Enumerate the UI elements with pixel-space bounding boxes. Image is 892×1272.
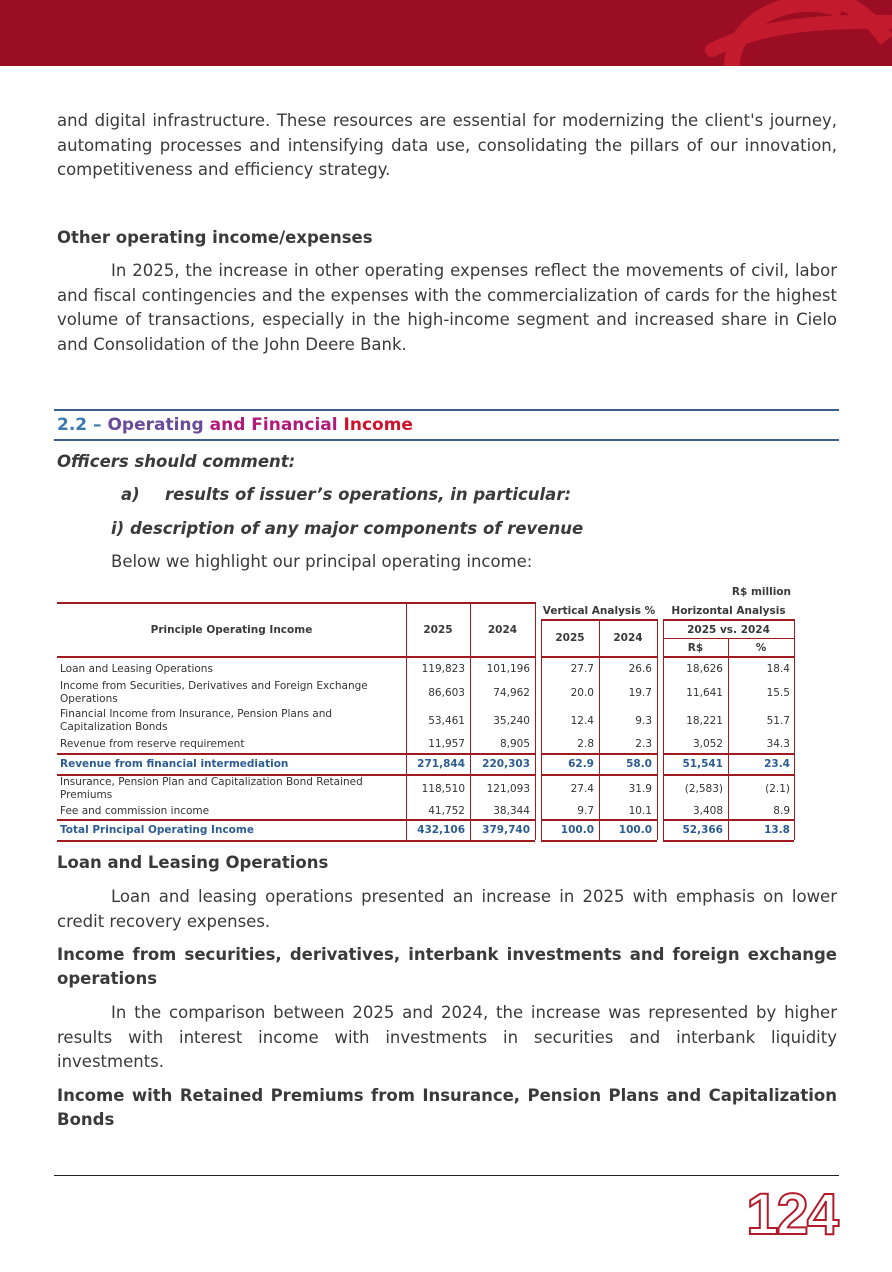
row-rule [541, 819, 657, 821]
table-row [57, 820, 795, 840]
section-top-rule [54, 409, 839, 411]
section-word-3: Income [343, 415, 413, 435]
cell-label: Total Principal Operating Income [60, 823, 254, 836]
cell-hpct: 23.4 [764, 757, 790, 770]
cell-hpct: 8.9 [773, 805, 790, 817]
col-horizontal-analysis: Horizontal Analysis [671, 605, 786, 617]
cell-v2024: 74,962 [493, 686, 530, 699]
table-row [57, 679, 795, 707]
cell-va25: 27.7 [570, 662, 594, 675]
cell-va24: 10.1 [628, 805, 652, 817]
col-vertical-2025: 2025 [555, 632, 585, 644]
col-comparison: 2025 vs. 2024 [687, 624, 770, 636]
cell-label: Revenue from financial intermediation [60, 757, 289, 770]
cell-v2024: 8,905 [499, 738, 530, 750]
cell-hpct: 15.5 [766, 686, 790, 699]
cell-hrs: 18,626 [686, 662, 723, 675]
cell-va25: 100.0 [560, 823, 594, 836]
cell-v2025: 118,510 [421, 782, 465, 795]
cell-hpct: 34.3 [766, 738, 790, 750]
cell-v2025: 41,752 [428, 805, 465, 817]
cell-hrs: (2,583) [684, 782, 723, 795]
securities-paragraph: In the comparison between 2025 and 2024, the increase was represented by higher results with interest income with investments in securities and interbank liquidity investments. [57, 1003, 837, 1071]
cell-va25: 12.4 [570, 714, 594, 727]
cell-hrs: 11,641 [686, 686, 723, 699]
col-horizontal-pct: % [755, 642, 767, 654]
cell-v2025: 271,844 [417, 757, 465, 770]
cell-label: Fee and commission income [60, 805, 210, 817]
cell-v2024: 379,740 [482, 823, 530, 836]
loan-heading: Loan and Leasing Operations [57, 853, 329, 872]
cell-va24: 31.9 [628, 782, 652, 795]
row-rule [57, 840, 535, 842]
brand-logo-icon [672, 0, 892, 66]
col-2025: 2025 [423, 624, 453, 636]
col-vertical-analysis: Vertical Analysis % [542, 605, 656, 617]
cell-v2025: 86,603 [428, 686, 465, 699]
table-row [57, 735, 795, 754]
premiums-heading: Income with Retained Premiums from Insurance, Pension Plans and Capitalization Bonds [57, 1086, 837, 1129]
cell-va24: 2.3 [635, 738, 652, 750]
table-row [57, 775, 795, 803]
cell-v2024: 38,344 [493, 805, 530, 817]
cell-va24: 100.0 [618, 823, 652, 836]
cell-hrs: 18,221 [686, 714, 723, 727]
intro-paragraph: and digital infrastructure. These resources are essential for modernizing the client's journey, automating processes and intensifying data use, consolidating the pillars of our innovation, competitiveness and efficiency strategy. [57, 111, 837, 179]
row-rule [663, 840, 794, 842]
col-horizontal-rs: R$ [687, 642, 704, 654]
section-word-2: and Financial [209, 415, 338, 435]
section-title [57, 413, 413, 437]
col-vertical-2024: 2024 [613, 632, 643, 644]
item-a-label: a) [121, 485, 140, 504]
officers-comment: Officers should comment: [57, 452, 296, 471]
cell-v2025: 432,106 [417, 823, 465, 836]
table-row [57, 754, 795, 774]
cell-va25: 2.8 [577, 738, 594, 750]
item-a-text: results of issuer’s operations, in particular: [165, 485, 572, 504]
row-rule [57, 819, 535, 821]
cell-v2024: 220,303 [482, 757, 530, 770]
row-rule [57, 753, 535, 755]
section-bottom-rule [54, 439, 839, 441]
cell-hrs: 3,408 [692, 805, 723, 817]
cell-hpct: 13.8 [764, 823, 790, 836]
cell-label: Income from Securities, Derivatives and Foreign Exchange Operations [60, 680, 368, 705]
cell-hrs: 3,052 [692, 738, 723, 750]
cell-va24: 26.6 [628, 662, 652, 675]
cell-hpct: 51.7 [766, 714, 790, 727]
cell-va24: 19.7 [628, 686, 652, 699]
section-number: 2.2 – [57, 415, 102, 435]
cell-v2024: 101,196 [486, 662, 530, 675]
footer-rule [54, 1175, 839, 1176]
cell-label: Financial Income from Insurance, Pension Plans and Capitalization Bonds [60, 708, 333, 733]
section-word-1: Operating [107, 415, 204, 435]
cell-va25: 62.9 [568, 757, 594, 770]
table-row [57, 659, 795, 679]
header-banner [0, 0, 892, 66]
cell-v2024: 35,240 [493, 714, 530, 727]
row-rule [663, 819, 794, 821]
col-2024: 2024 [487, 624, 518, 636]
securities-heading: Income from securities, derivatives, interbank investments and foreign exchange operations [57, 945, 837, 988]
cell-hrs: 52,366 [682, 823, 723, 836]
item-i-text: i) description of any major components of revenue [111, 519, 584, 538]
cell-label: Revenue from reserve requirement [60, 738, 245, 750]
page-number: 124 [746, 1182, 837, 1247]
cell-hrs: 51,541 [682, 757, 723, 770]
cell-va25: 20.0 [570, 686, 594, 699]
row-rule [541, 840, 657, 842]
cell-v2025: 11,957 [428, 738, 465, 750]
cell-va24: 58.0 [626, 757, 652, 770]
unit-label: R$ million [731, 586, 791, 598]
col-principle-operating-income: Principle Operating Income [150, 624, 313, 636]
cell-v2024: 121,093 [486, 782, 530, 795]
cell-v2025: 119,823 [421, 662, 465, 675]
other-operating-paragraph: In 2025, the increase in other operating expenses reflect the movements of civil, labor and fiscal contingencies and the expenses with the commercialization of cards for the highest volume of transactions, especially in the high-income segment and increased share in Cielo and Consolidation of the John Deere Bank. [57, 261, 837, 354]
row-rule [663, 753, 794, 755]
cell-va24: 9.3 [635, 714, 652, 727]
cell-label: Loan and Leasing Operations [60, 662, 213, 675]
below-text: Below we highlight our principal operating income: [111, 552, 533, 571]
cell-label: Insurance, Pension Plan and Capitalization Bond Retained Premiums [60, 776, 363, 801]
loan-paragraph: Loan and leasing operations presented an increase in 2025 with emphasis on lower credit recovery expenses. [57, 887, 837, 931]
table-row [57, 707, 795, 735]
row-rule [541, 753, 657, 755]
other-operating-heading: Other operating income/expenses [57, 228, 373, 247]
cell-va25: 27.4 [570, 782, 594, 795]
table-row [57, 803, 795, 820]
cell-hpct: (2.1) [765, 782, 790, 795]
cell-va25: 9.7 [577, 805, 594, 817]
cell-v2025: 53,461 [428, 714, 465, 727]
cell-hpct: 18.4 [766, 662, 790, 675]
